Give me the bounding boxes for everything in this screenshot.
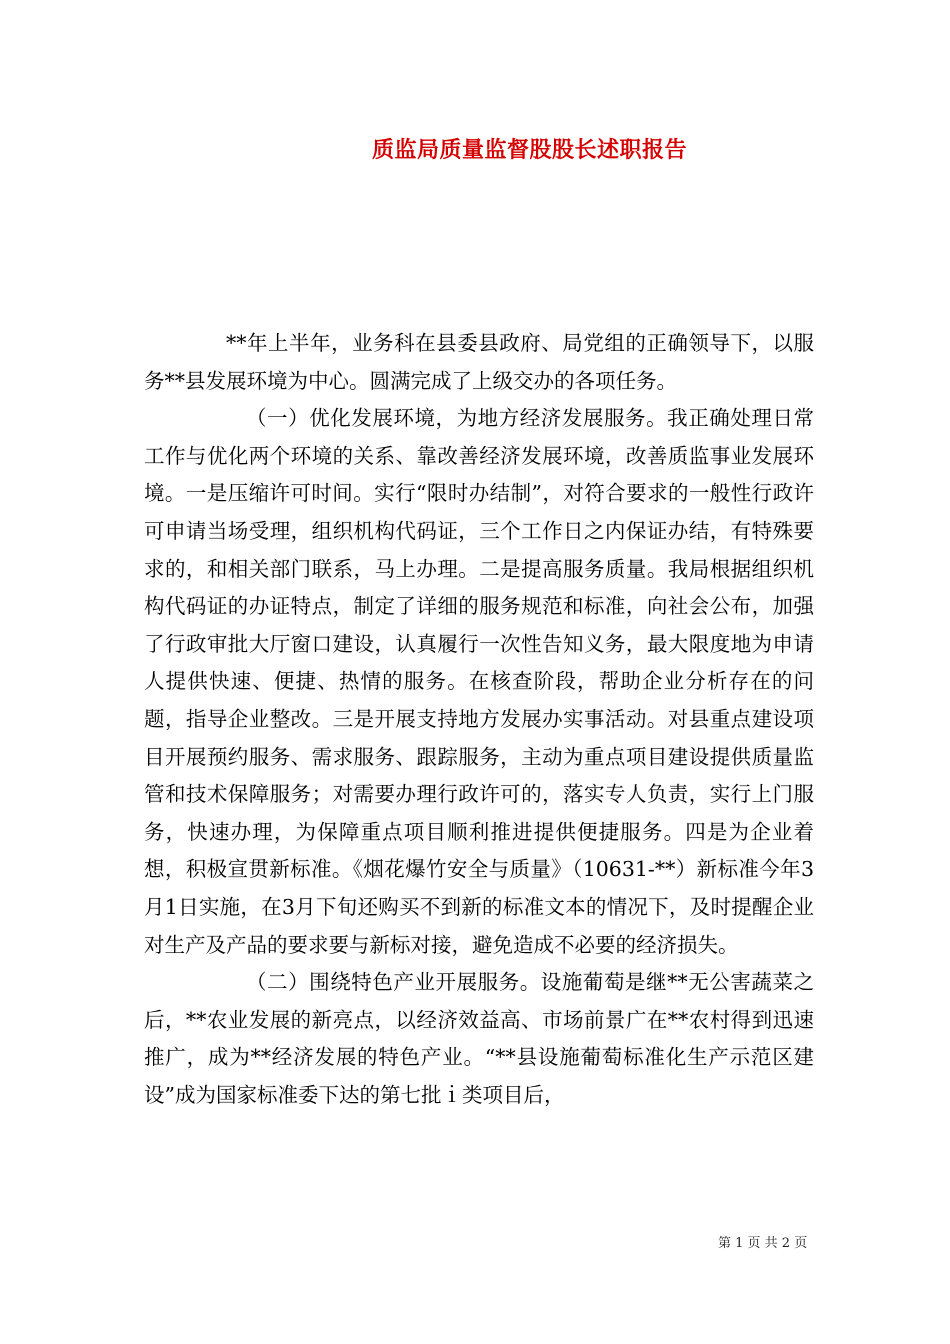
document-body (144, 325, 814, 1114)
paragraph-section-2: （二）围绕特色产业开展服务。设施葡萄是继**无公害蔬菜之后，**农业发展的新亮点，以经济效益高、市场前景广在**农村得到迅速推广，成为**经济发展的特色产业。“**县设施葡萄标准化生产示范区建设”成为国家标准委下达的第七批ｉ类项目后， (144, 970, 814, 1107)
paragraph-intro: **年上半年，业务科在县委县政府、局党组的正确领导下，以服务**县发展环境为中心。圆满完成了上级交办的各项任务。 (144, 331, 814, 393)
page-number: 第 1 页 共 2 页 (718, 1236, 808, 1251)
paragraph-section-1: （一）优化发展环境，为地方经济发展服务。我正确处理日常工作与优化两个环境的关系、靠改善经济发展环境，改善质监事业发展环境。一是压缩许可时间。实行“限时办结制”，对符合要求的一般性行政许可申请当场受理，组织机构代码证，三个工作日之内保证办结，有特殊要求的，和相关部门联系，马上办理。二是提高服务质量。我局根据组织机构代码证的办证特点，制定了详细的服务规范和标准，向社会公布，加强了行政审批大厅窗口建设，认真履行一次性告知义务，最大限度地为申请人提供快速、便捷、热情的服务。在核查阶段，帮助企业分析存在的问题，指导企业整改。三是开展支持地方发展办实事活动。对县重点建设项目开展预约服务、需求服务、跟踪服务，主动为重点项目建设提供质量监管和技术保障服务；对需要办理行政许可的，落实专人负责，实行上门服务，快速办理，为保障重点项目顺利推进提供便捷服务。四是为企业着想，积极宣贯新标准。《烟花爆竹安全与质量》（10631-**）新标准今年3月1日实施，在3月下旬还购买不到新的标准文本的情况下，及时提醒企业对生产及产品的要求要与新标对接，避免造成不必要的经济损失。 (144, 406, 814, 957)
page-title: 质监局质量监督股股长述职报告 (372, 137, 688, 163)
